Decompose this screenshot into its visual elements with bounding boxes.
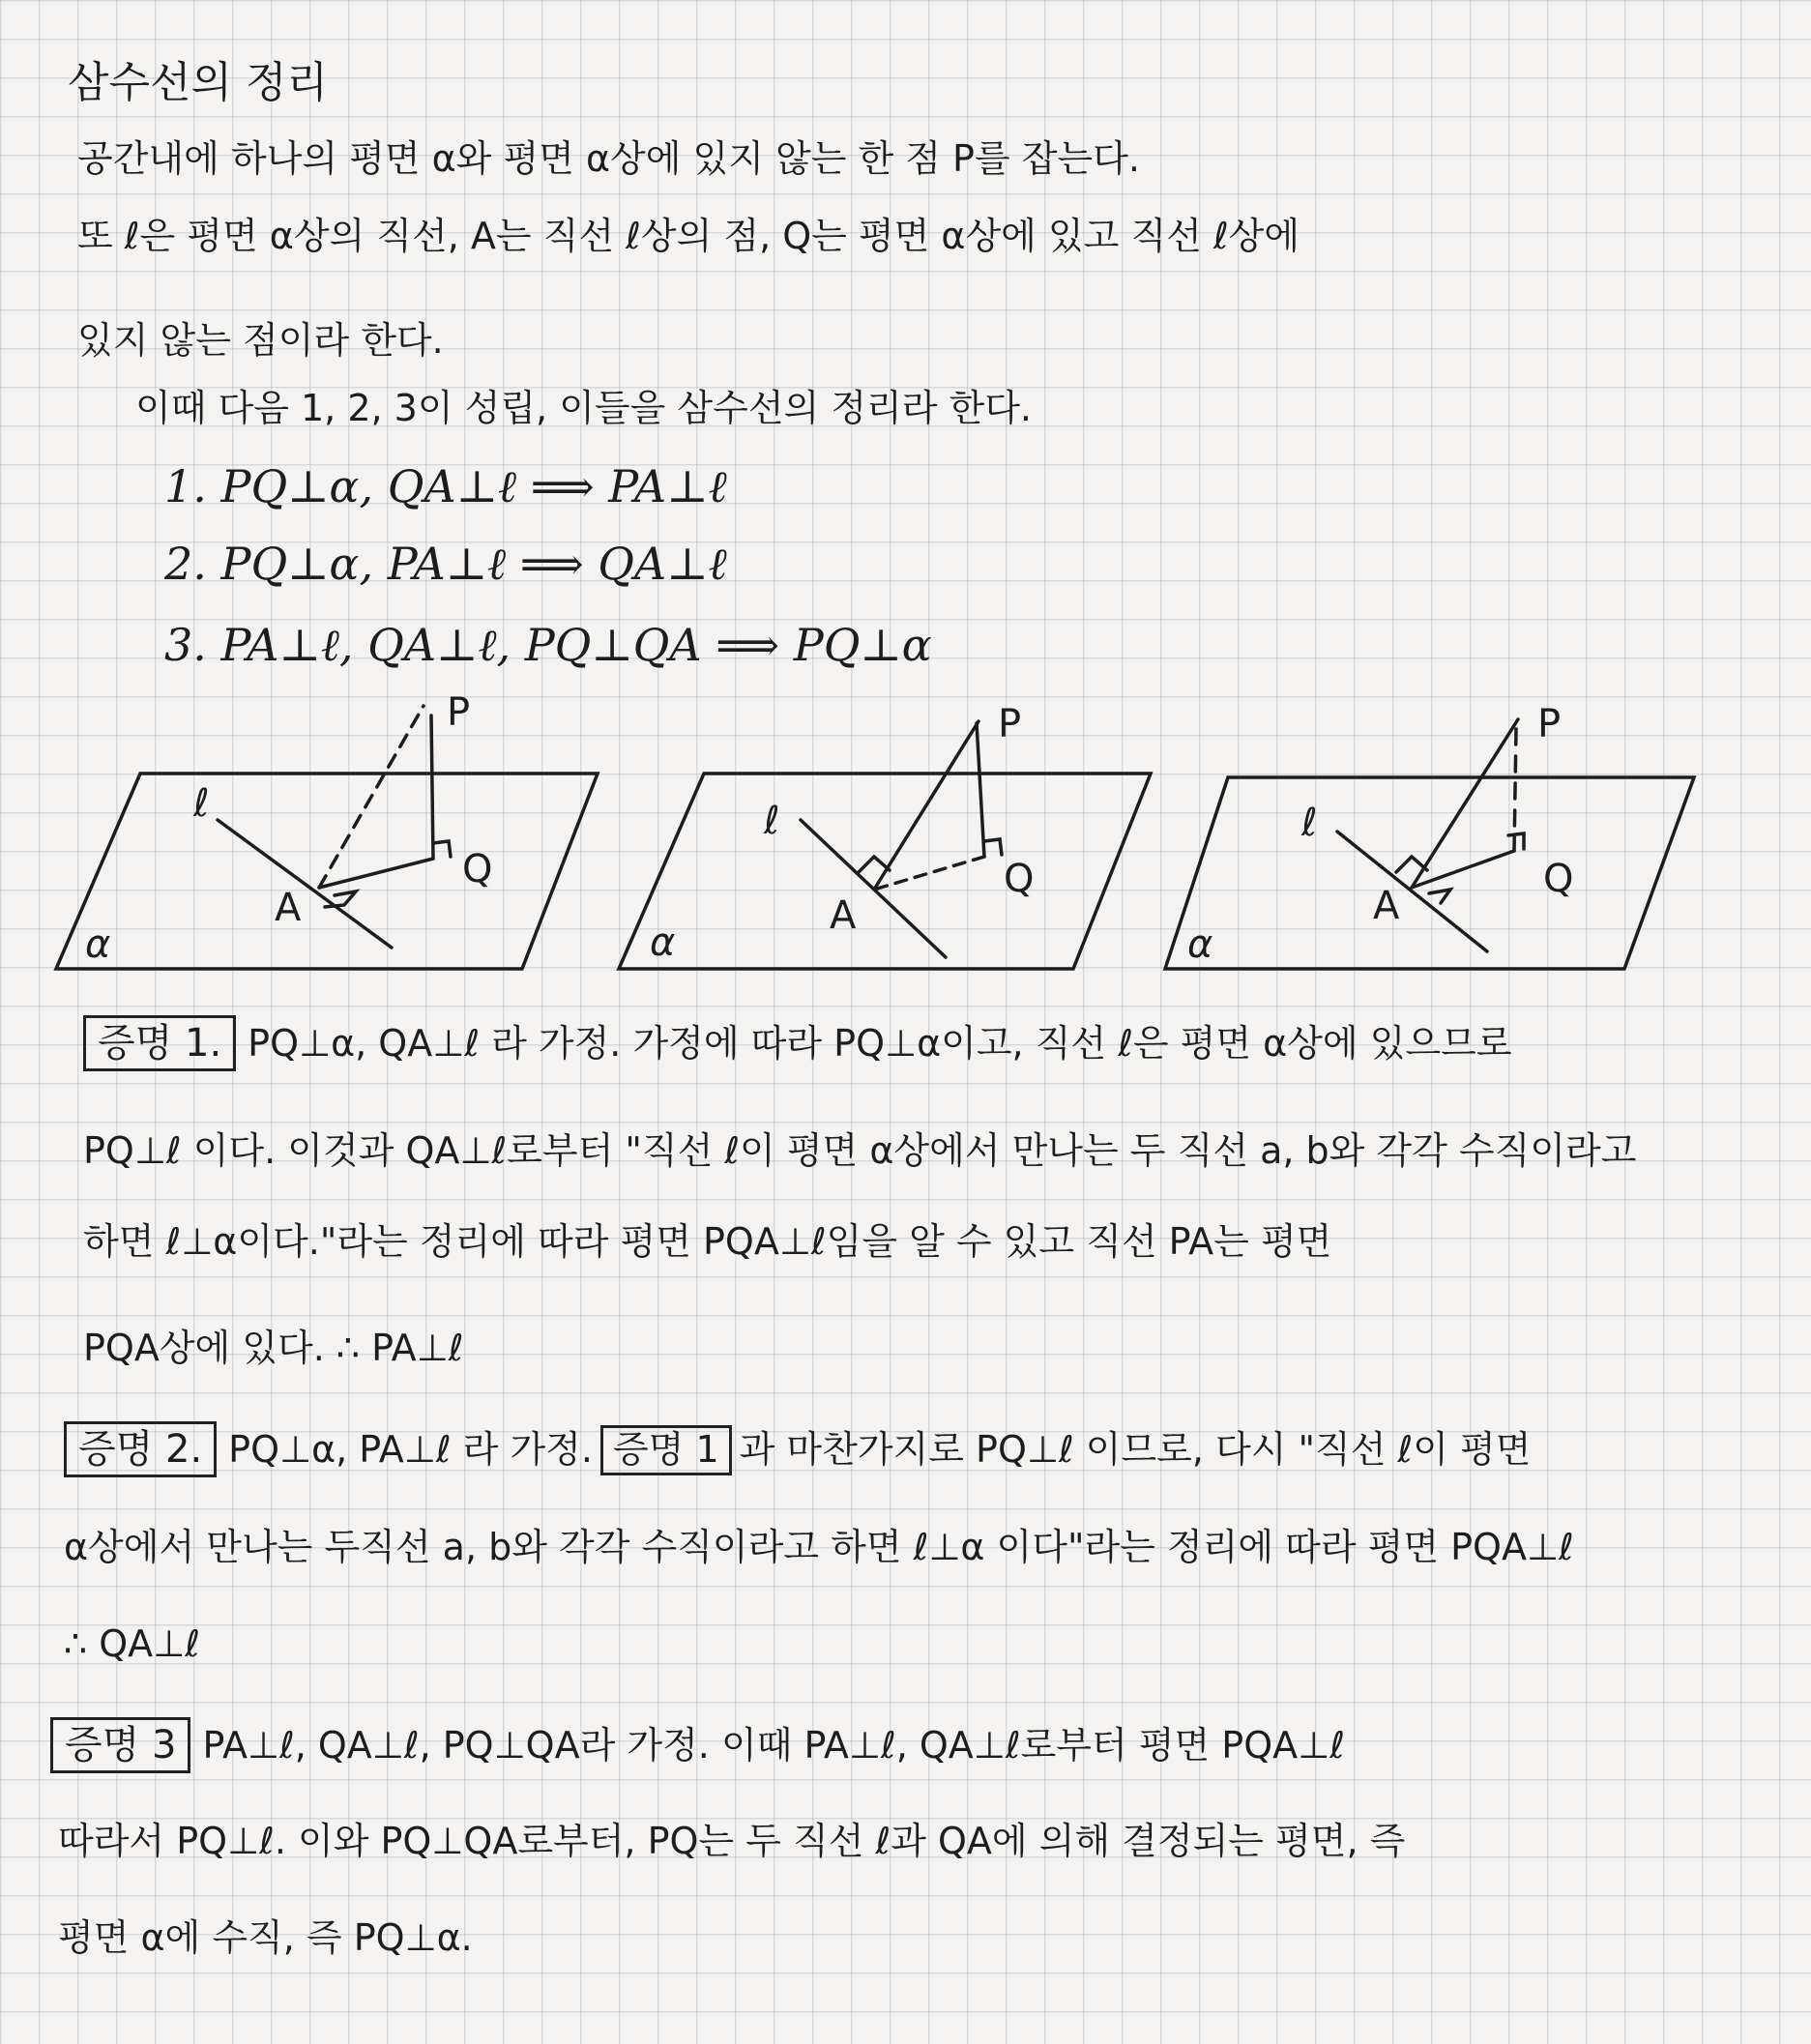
proof2-text-1b: 과 마찬가지로 PQ⊥ℓ 이므로, 다시 "직선 ℓ이 평면 — [739, 1428, 1532, 1471]
right-angle-q-3 — [1508, 833, 1524, 849]
figure-3 — [1165, 719, 1694, 969]
label-q-1: Q — [462, 847, 493, 891]
plane-alpha-3 — [1165, 777, 1694, 969]
proof3-line-3: 평면 α에 수직, 즉 PQ⊥α. — [58, 1916, 473, 1959]
segment-pq-3 — [1514, 729, 1516, 851]
proof1-text-1: PQ⊥α, QA⊥ℓ 라 가정. 가정에 따라 PQ⊥α이고, 직선 ℓ은 평면 α상에 있으므로 — [248, 1022, 1512, 1065]
intro-line-4: 이때 다음 1, 2, 3이 성립, 이들을 삼수선의 정리라 한다. — [135, 387, 1033, 429]
proof2-line-1 — [64, 1421, 1531, 1477]
proof2-ref-box: 증명 1 — [600, 1425, 732, 1475]
line-l-3 — [1337, 832, 1487, 951]
intro-line-2: 또 ℓ은 평면 α상의 직선, A는 직선 ℓ상의 점, Q는 평면 α상에 있고 직선 ℓ상에 — [77, 215, 1300, 257]
right-angle-a2-3 — [1429, 890, 1450, 903]
proof3-label-box: 증명 3 — [50, 1717, 190, 1773]
label-l-3: ℓ — [1301, 801, 1318, 845]
theorem-figures — [0, 677, 1811, 996]
theorem-3: 3. PA⊥ℓ, QA⊥ℓ, PQ⊥QA ⟹ PQ⊥α — [164, 619, 932, 671]
right-angle-q-1 — [433, 841, 451, 857]
label-p-1: P — [447, 690, 471, 735]
label-alpha-2: α — [650, 920, 676, 965]
segment-pa-3 — [1412, 719, 1518, 888]
label-alpha-3: α — [1187, 922, 1213, 967]
plane-alpha-1 — [56, 774, 598, 969]
intro-line-1: 공간내에 하나의 평면 α와 평면 α상에 있지 않는 한 점 P를 잡는다. — [77, 137, 1140, 180]
label-l-2: ℓ — [764, 799, 780, 843]
proof3-text-1: PA⊥ℓ, QA⊥ℓ, PQ⊥QA라 가정. 이때 PA⊥ℓ, QA⊥ℓ로부터 평면 PQA⊥ℓ — [202, 1724, 1345, 1767]
segment-pq-2 — [977, 723, 984, 857]
proof2-line-2: α상에서 만나는 두직선 a, b와 각각 수직이라고 하면 ℓ⊥α 이다"라는 정리에 따라 평면 PQA⊥ℓ — [64, 1526, 1574, 1568]
label-l-1: ℓ — [193, 781, 210, 826]
segment-pa-1 — [319, 706, 424, 888]
proof2-label-box: 증명 2. — [64, 1421, 217, 1477]
proof1-line-2: PQ⊥ℓ 이다. 이것과 QA⊥ℓ로부터 "직선 ℓ이 평면 α상에서 만나는 두 직선 a, b와 각각 수직이라고 — [83, 1129, 1637, 1172]
segment-pq-1 — [431, 715, 433, 859]
proof1-label-box: 증명 1. — [83, 1015, 236, 1071]
proof2-line-3: ∴ QA⊥ℓ — [64, 1622, 200, 1665]
intro-line-3: 있지 않는 점이라 한다. — [77, 319, 444, 362]
label-a-3: A — [1373, 884, 1400, 928]
label-p-3: P — [1537, 702, 1562, 746]
proof3-line-2: 따라서 PQ⊥ℓ. 이와 PQ⊥QA로부터, PQ는 두 직선 ℓ과 QA에 의해 결정되는 평면, 즉 — [58, 1820, 1406, 1862]
label-q-2: Q — [1004, 857, 1035, 901]
line-l-1 — [218, 820, 392, 948]
right-angle-q-2 — [984, 839, 1002, 855]
proof2-text-1a: PQ⊥α, PA⊥ℓ 라 가정. — [228, 1428, 593, 1471]
figure-1 — [56, 706, 598, 969]
theorem-1: 1. PQ⊥α, QA⊥ℓ ⟹ PA⊥ℓ — [164, 460, 727, 512]
figure-2 — [619, 721, 1151, 969]
proof1-line-3: 하면 ℓ⊥α이다."라는 정리에 따라 평면 PQA⊥ℓ임을 알 수 있고 직선 PA는 평면 — [83, 1220, 1332, 1263]
label-q-3: Q — [1543, 857, 1574, 901]
label-p-2: P — [998, 702, 1022, 746]
label-alpha-1: α — [85, 922, 111, 967]
proof1-line-1 — [83, 1015, 1512, 1071]
right-angle-a-1 — [325, 891, 356, 907]
segment-qa-1 — [319, 859, 433, 888]
label-a-2: A — [830, 893, 857, 938]
page-title: 삼수선의 정리 — [68, 58, 329, 107]
label-a-1: A — [275, 886, 302, 930]
proof3-line-1 — [50, 1717, 1345, 1773]
proof1-line-4: PQA상에 있다. ∴ PA⊥ℓ — [83, 1327, 464, 1369]
theorem-2: 2. PQ⊥α, PA⊥ℓ ⟹ QA⊥ℓ — [164, 538, 727, 590]
